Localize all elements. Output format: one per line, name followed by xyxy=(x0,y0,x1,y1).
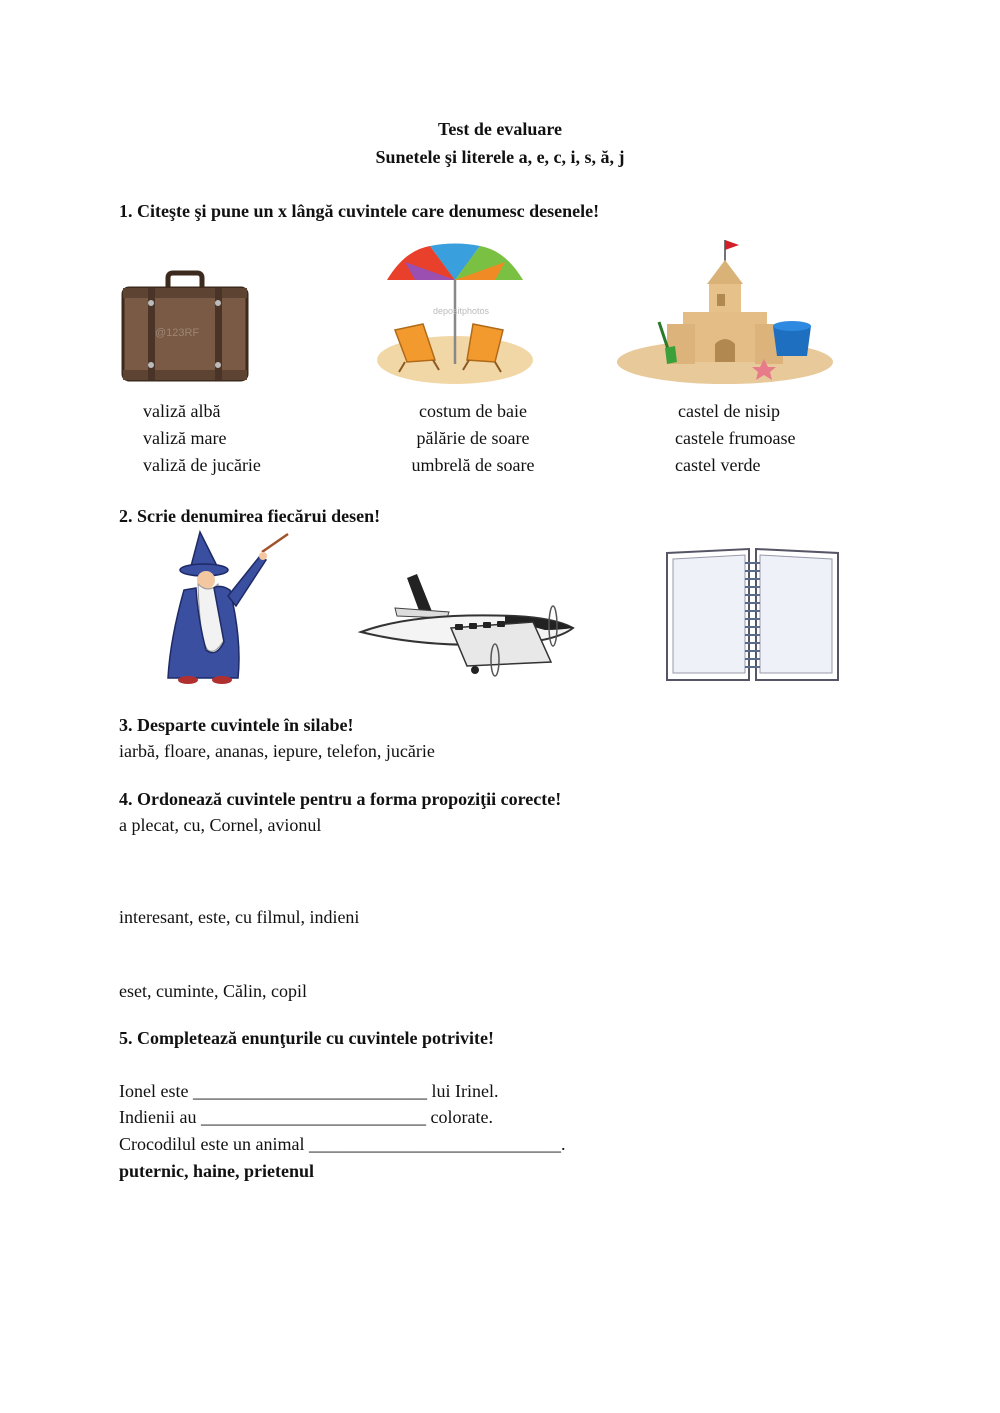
wizard-icon xyxy=(160,530,295,685)
option-umbrela-de-soare[interactable]: umbrelă de soare xyxy=(411,455,535,475)
ex4-line1: a plecat, cu, Cornel, avionul xyxy=(119,815,322,835)
page-title: Test de evaluare xyxy=(438,119,562,139)
ex4-line3: eset, cuminte, Călin, copil xyxy=(119,981,307,1001)
ex5-sentence3[interactable]: Crocodilul este un animal ____________________________. xyxy=(119,1134,566,1154)
sandcastle-icon xyxy=(615,232,835,387)
ex3-words: iarbă, floare, ananas, iepure, telefon, jucărie xyxy=(119,741,435,761)
ex4-heading: 4. Ordonează cuvintele pentru a forma propoziţii corecte! xyxy=(119,789,562,809)
ex1-col3 xyxy=(675,398,795,479)
ex5-heading: 5. Completează enunţurile cu cuvintele potrivite! xyxy=(119,1028,494,1048)
suitcase-icon xyxy=(120,270,250,385)
option-castel-verde[interactable]: castel verde xyxy=(675,455,761,475)
ex5-sentence1[interactable]: Ionel este __________________________ lui Irinel. xyxy=(119,1081,499,1101)
watermark-123rf: @123RF xyxy=(155,327,200,339)
option-palarie-de-soare[interactable]: pălărie de soare xyxy=(416,428,530,448)
option-valiza-de-jucarie[interactable]: valiză de jucărie xyxy=(143,455,261,475)
ex1-col2 xyxy=(388,398,558,479)
ex5-sentence2[interactable]: Indienii au _________________________ colorate. xyxy=(119,1107,493,1127)
open-book-icon xyxy=(665,545,840,682)
watermark-depositphotos: depositphotos xyxy=(433,306,490,316)
ex5-word-bank: puternic, haine, prietenul xyxy=(119,1161,315,1181)
page-subtitle: Sunetele şi literele a, e, c, i, s, ă, j xyxy=(375,147,625,167)
airplane-icon xyxy=(355,572,585,680)
option-valiza-mare[interactable]: valiză mare xyxy=(143,428,227,448)
option-castel-de-nisip[interactable]: castel de nisip xyxy=(678,401,780,421)
option-costum-de-baie[interactable]: costum de baie xyxy=(419,401,527,421)
ex1-col1 xyxy=(143,398,261,479)
ex4-line2: interesant, este, cu filmul, indieni xyxy=(119,907,360,927)
ex1-heading: 1. Citeşte şi pune un x lângă cuvintele care denumesc desenele! xyxy=(119,201,600,221)
option-valiza-alba[interactable]: valiză albă xyxy=(143,401,221,421)
ex3-heading: 3. Desparte cuvintele în silabe! xyxy=(119,715,354,735)
ex2-heading: 2. Scrie denumirea fiecărui desen! xyxy=(119,506,381,526)
option-castele-frumoase[interactable]: castele frumoase xyxy=(675,428,796,448)
beach-umbrella-icon xyxy=(375,242,535,392)
